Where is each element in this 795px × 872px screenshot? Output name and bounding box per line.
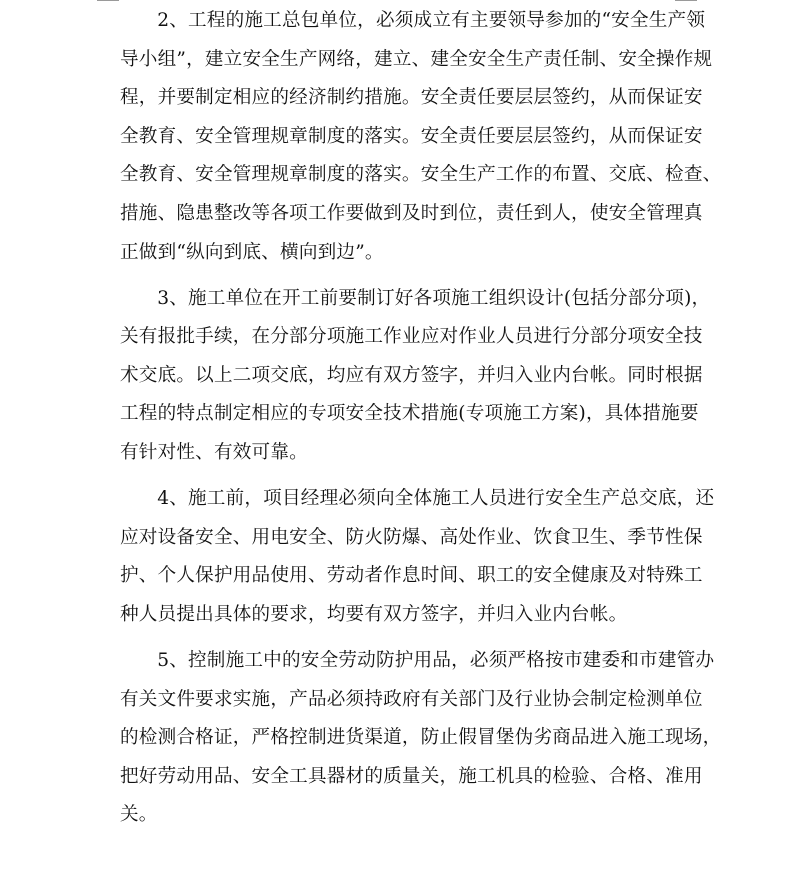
text-line: 4、施工前，项目经理必须向全体施工人员进行安全生产总交底，还 bbox=[157, 488, 715, 510]
text-line: 全教育、安全管理规章制度的落实。安全生产工作的布置、交底、检查、 bbox=[120, 164, 722, 186]
text-line: 关有报批手续，在分部分项施工作业应对作业人员进行分部分项安全技 bbox=[120, 326, 703, 348]
text-line: 的检测合格证，严格控制进货渠道，防止假冒堡伪劣商品进入施工现场， bbox=[120, 727, 722, 749]
text-line: 应对设备安全、用电安全、防火防爆、高处作业、饮食卫生、季节性保 bbox=[120, 526, 703, 548]
paragraph-2 bbox=[120, 2, 722, 272]
text-line: 程，并要制定相应的经济制约措施。安全责任要层层签约，从而保证安 bbox=[120, 87, 703, 109]
text-line: 全教育、安全管理规章制度的落实。安全责任要层层签约，从而保证安 bbox=[120, 125, 703, 147]
paragraph-3 bbox=[120, 280, 712, 473]
text-line: 5、控制施工中的安全劳动防护用品，必须严格按市建委和市建管办 bbox=[157, 650, 715, 671]
text-line: 把好劳动用品、安全工具器材的质量关，施工机具的检验、合格、准用 bbox=[120, 765, 703, 787]
text-line: 种人员提出具体的要求，均要有双方签字，并归入业内台帐。 bbox=[120, 603, 628, 625]
text-line: 2、工程的施工总包单位，必须成立有主要领导参加的“安全生产领 bbox=[157, 10, 706, 31]
margin-corner-mark-right bbox=[675, 0, 697, 1]
text-line: 措施、隐患整改等各项工作要做到及时到位，责任到人，使安全管理真 bbox=[120, 202, 703, 224]
paragraph-5 bbox=[120, 642, 722, 835]
text-line: 护、个人保护用品使用、劳动者作息时间、职工的安全健康及对特殊工 bbox=[120, 565, 703, 587]
text-line: 有针对性、有效可靠。 bbox=[120, 442, 308, 464]
text-line: 有关文件要求实施，产品必须持政府有关部门及行业协会制定检测单位 bbox=[120, 688, 703, 710]
text-line: 正做到“纵向到底、横向到边”。 bbox=[120, 241, 384, 263]
text-line: 工程的特点制定相应的专项安全技术措施(专项施工方案)，具体措施要 bbox=[120, 403, 699, 425]
text-line: 关。 bbox=[120, 804, 158, 826]
text-line: 导小组”，建立安全生产网络，建立、建全安全生产责任制、安全操作规 bbox=[120, 48, 713, 70]
text-line: 3、施工单位在开工前要制订好各项施工组织设计(包括分部分项)， bbox=[157, 287, 711, 309]
document-body bbox=[120, 2, 722, 835]
text-line: 术交底。以上二项交底，均应有双方签字，并归入业内台帐。同时根据 bbox=[120, 364, 703, 386]
margin-corner-mark-left bbox=[97, 0, 119, 1]
paragraph-4 bbox=[120, 480, 715, 634]
